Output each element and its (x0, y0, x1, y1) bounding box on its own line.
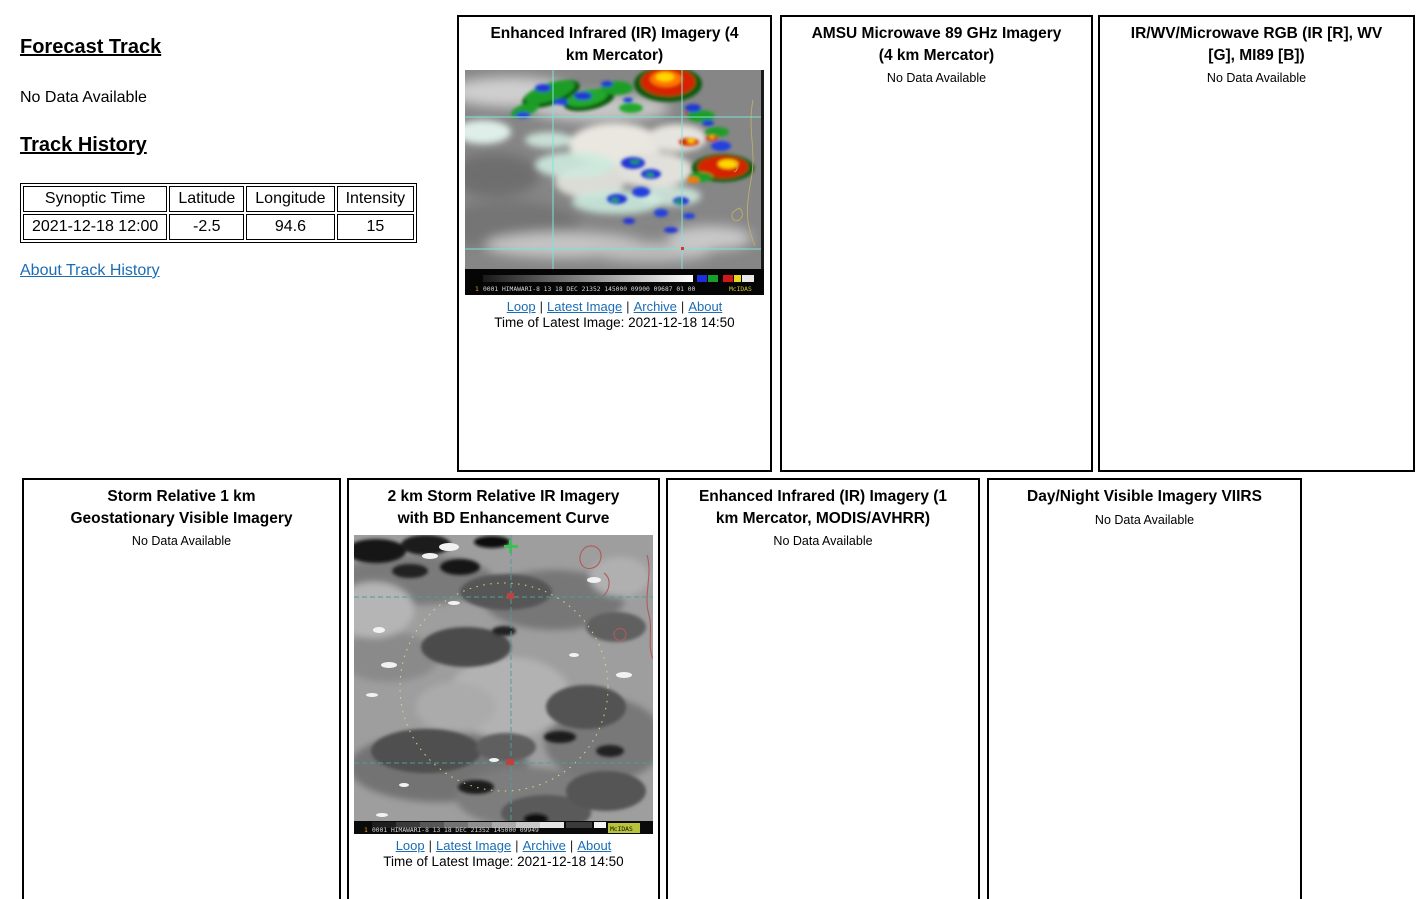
mcidas-brand: McIDAS (610, 826, 633, 833)
ir-satellite-image (465, 70, 764, 295)
cell-longitude: 94.6 (246, 214, 334, 240)
no-data-text: No Data Available (886, 71, 987, 85)
panel-title: AMSU Microwave 89 GHz Imagery (4 km Mercator) (811, 25, 1062, 64)
panel-title: Enhanced Infrared (IR) Imagery (1 km Mercator, MODIS/AVHRR) (698, 488, 948, 527)
separator: | (680, 299, 685, 314)
panel-ir-wv-microwave-rgb (1098, 15, 1415, 472)
panel-enhanced-ir-4km (457, 15, 772, 472)
mcidas-brand: McIDAS (729, 286, 752, 293)
panel-title: IR/WV/Microwave RGB (IR [R], WV [G], MI89 [B]) (1130, 25, 1383, 64)
svg-text:0: 0 (685, 110, 689, 117)
panel-title: Storm Relative 1 km Geostationary Visible Imagery (70, 488, 293, 527)
panel-title: Day/Night Visible Imagery VIIRS (1027, 488, 1262, 505)
cell-intensity: 15 (337, 214, 415, 240)
caption-frame-number: 1 (364, 827, 368, 834)
panel-title: 2 km Storm Relative IR Imagery with BD Enhancement Curve (387, 488, 620, 527)
time-of-latest-image: Time of Latest Image: 2021-12-18 14:50 (383, 854, 624, 869)
archive-link[interactable]: Archive (522, 838, 566, 853)
caption-frame-number: 1 (475, 286, 479, 293)
archive-link[interactable]: Archive (633, 299, 677, 314)
loop-link[interactable]: Loop (506, 299, 536, 314)
track-history-table (20, 183, 417, 243)
no-data-text: No Data Available (1094, 512, 1195, 527)
no-data-text: No Data Available (1206, 71, 1307, 85)
no-data-text: No Data Available (131, 534, 232, 548)
panel-amsu-89ghz (780, 15, 1093, 472)
loop-link[interactable]: Loop (395, 838, 425, 853)
panel-day-night-viirs (987, 478, 1302, 899)
table-header-row (23, 186, 414, 212)
time-of-latest-image: Time of Latest Image: 2021-12-18 14:50 (494, 315, 735, 330)
panel-enhanced-ir-1km (666, 478, 980, 899)
image-links (349, 838, 658, 853)
col-longitude: Longitude (246, 186, 334, 212)
col-latitude: Latitude (169, 186, 244, 212)
col-synoptic-time: Synoptic Time (23, 186, 167, 212)
image-links (459, 299, 770, 314)
table-row (23, 214, 414, 240)
panel-storm-relative-visible (22, 478, 341, 899)
latest-image-link[interactable]: Latest Image (436, 838, 512, 853)
cell-synoptic-time: 2021-12-18 12:00 (23, 214, 167, 240)
separator: | (539, 299, 544, 314)
panel-2km-bd-ir (347, 478, 660, 899)
latest-image-link[interactable]: Latest Image (547, 299, 623, 314)
cell-latitude: -2.5 (169, 214, 244, 240)
panel-title: Enhanced Infrared (IR) Imagery (4 km Mercator) (490, 25, 739, 64)
about-link[interactable]: About (688, 299, 723, 314)
bd-ir-satellite-image (354, 535, 653, 834)
separator: | (515, 838, 519, 853)
forecast-no-data-text: No Data Available (20, 89, 147, 106)
track-history-heading: Track History (20, 134, 147, 156)
separator: | (569, 838, 574, 853)
caption-text: 0001 HIMAWARI-8 13 18 DEC 21352 145000 09900 09687 01 00 (483, 286, 696, 293)
caption-text: 0001 HIMAWARI-8 13 18 DEC 21352 145000 09949 (372, 827, 539, 834)
track-section (20, 36, 445, 280)
separator: | (626, 299, 630, 314)
col-intensity: Intensity (337, 186, 415, 212)
about-link[interactable]: About (577, 838, 612, 853)
separator: | (428, 838, 433, 853)
no-data-text: No Data Available (773, 534, 873, 548)
forecast-track-heading: Forecast Track (20, 36, 162, 58)
about-track-history-link[interactable]: About Track History (20, 262, 160, 279)
